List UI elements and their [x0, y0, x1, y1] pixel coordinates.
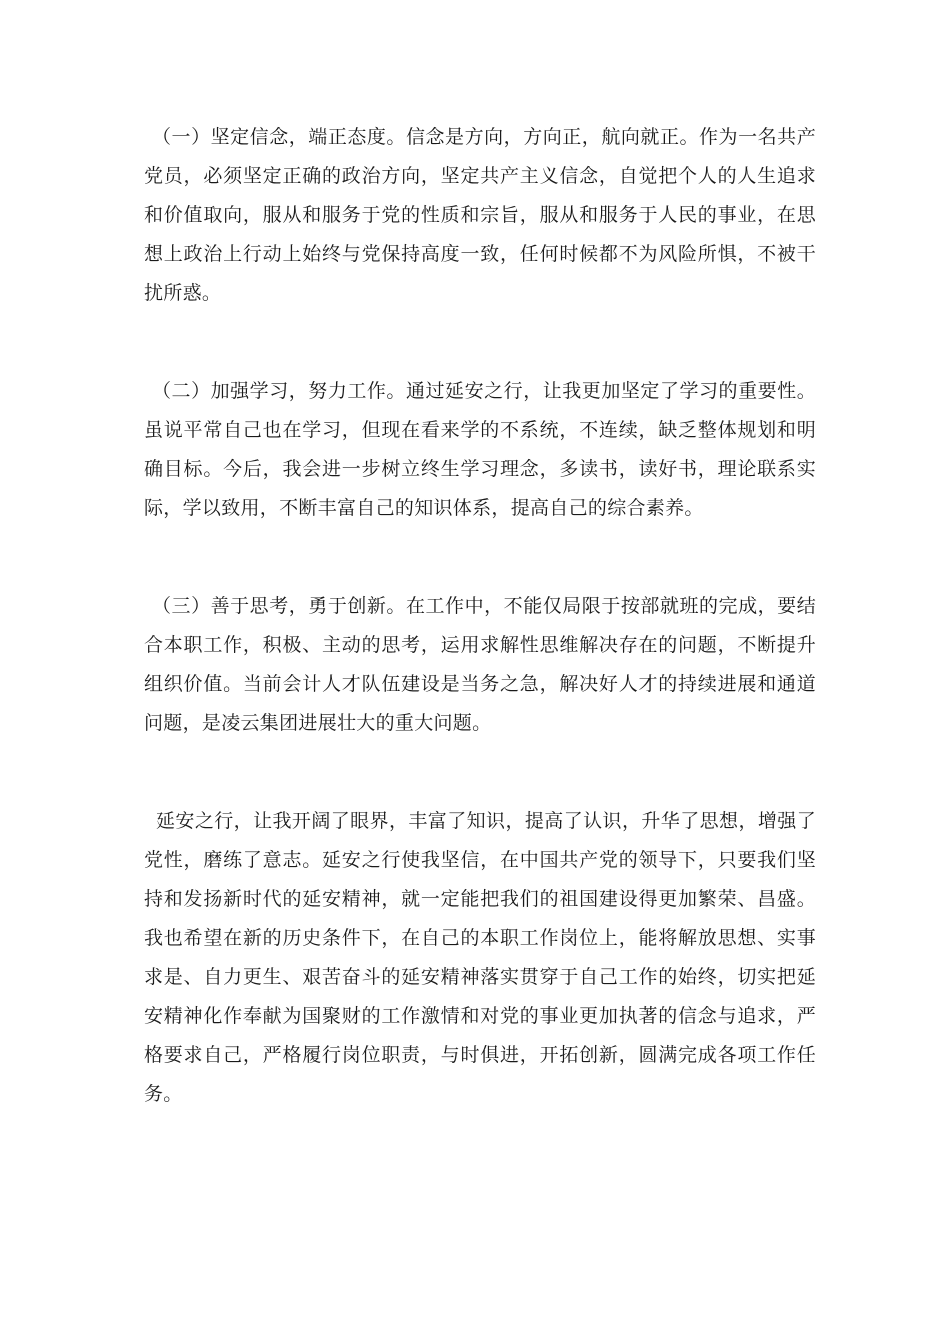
paragraph-think-innovate: （三）善于思考，勇于创新。在工作中，不能仅局限于按部就班的完成，要结合本职工作，积极、主动的思考，运用求解性思维解决存在的问题，不断提升组织价值。当前会计人才队伍建设是当务之急，解决好人才的持续进展和通道问题，是凌云集团进展壮大的重大问题。	[144, 595, 816, 734]
paragraph-strengthen-study: （二）加强学习，努力工作。通过延安之行，让我更加坚定了学习的重要性。虽说平常自己也在学习，但现在看来学的不系统，不连续，缺乏整体规划和明确目标。今后，我会进一步树立终生学习理念，多读书，读好书，理论联系实际，学以致用，不断丰富自己的知识体系，提高自己的综合素养。	[144, 380, 816, 519]
paragraph-conclusion: 延安之行，让我开阔了眼界，丰富了知识，提高了认识，升华了思想，增强了党性，磨练了意志。延安之行使我坚信，在中国共产党的领导下，只要我们坚持和发扬新时代的延安精神，就一定能把我们的祖国建设得更加繁荣、昌盛。我也希望在新的历史条件下，在自己的本职工作岗位上，能将解放思想、实事求是、自力更生、艰苦奋斗的延安精神落实贯穿于自己工作的始终，切实把延安精神化作奉献为国聚财的工作激情和对党的事业更加执著的信念与追求，严格要求自己，严格履行岗位职责，与时俱进，开拓创新，圆满完成各项工作任务。	[144, 810, 816, 1105]
paragraph-firm-belief: （一）坚定信念，端正态度。信念是方向，方向正，航向就正。作为一名共产党员，必须坚定正确的政治方向，坚定共产主义信念，自觉把个人的人生追求和价值取向，服从和服务于党的性质和宗旨，服从和服务于人民的事业，在思想上政治上行动上始终与党保持高度一致，任何时候都不为风险所惧，不被干扰所惑。	[144, 126, 816, 304]
